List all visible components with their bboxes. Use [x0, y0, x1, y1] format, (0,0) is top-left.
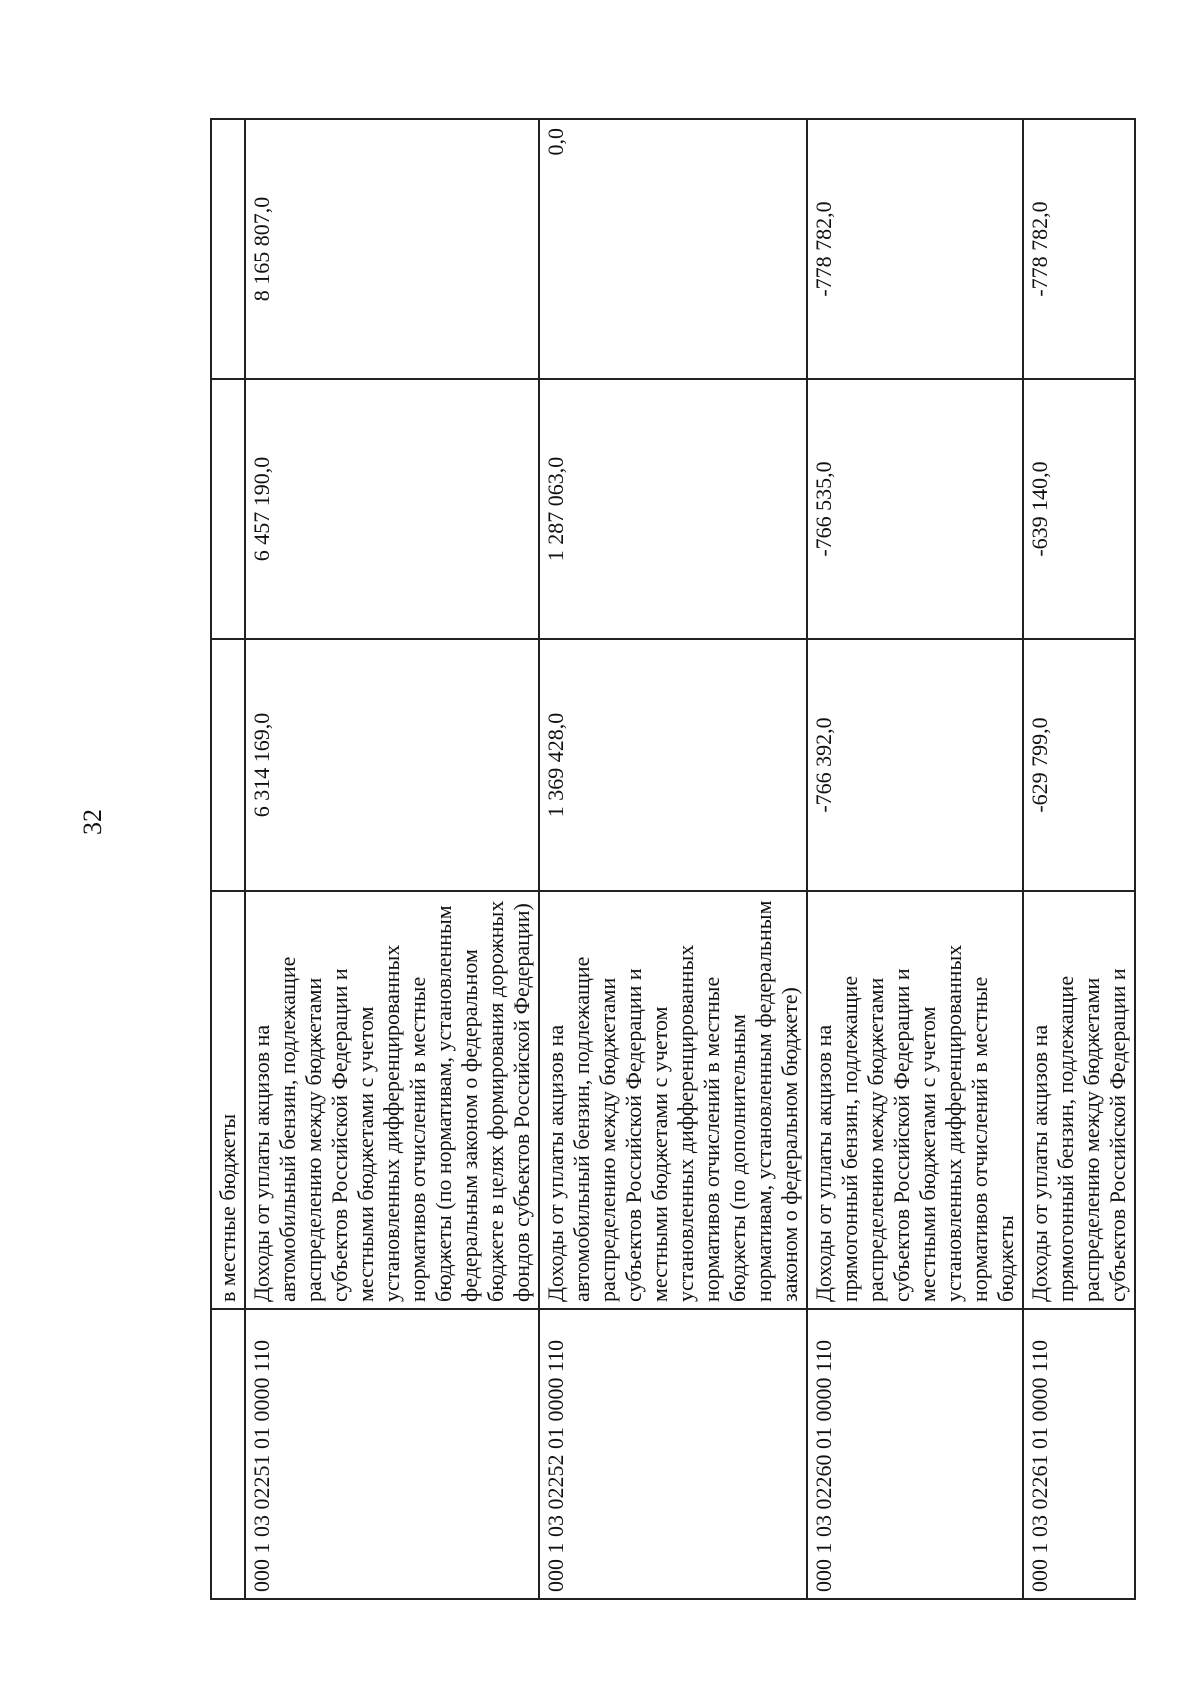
value-cell-1: -766 392,0 [807, 639, 1023, 891]
revenue-code-cell: 000 1 03 02260 01 0000 110 [807, 1309, 1023, 1599]
value-cell-1: -629 799,0 [1023, 639, 1135, 891]
table-row-continuation [211, 119, 245, 1599]
table-row [1023, 119, 1135, 1599]
revenue-name-cell: Доходы от уплаты акцизов на прямогонный бензин, подлежащие распределению между бюджетами субъектов Российской Федерации и местными бюджетами с учетом установленных дифференцированных нормативов отчислений в местные бюджеты [807, 891, 1023, 1309]
table-row [539, 119, 807, 1599]
revenue-name-cell: Доходы от уплаты акцизов на автомобильный бензин, подлежащие распределению между бюджетами субъектов Российской Федерации и местными бюджетами с учетом установленных дифференцированных нормативов отчислений в местные бюджеты (по нормативам, установленным федеральным законом о федеральном бюджете в целях формирования дорожных фондов субъектов Российской Федерации) [245, 891, 539, 1309]
revenue-code-cell: 000 1 03 02251 01 0000 110 [245, 1309, 539, 1599]
table-cell-empty [211, 379, 245, 639]
value-cell-1: 1 369 428,0 [539, 639, 807, 891]
value-cell-2: -639 140,0 [1023, 379, 1135, 639]
revenue-code-cell: 000 1 03 02252 01 0000 110 [539, 1309, 807, 1599]
budget-table-container [210, 120, 1130, 1600]
revenue-code-cell: 000 1 03 02261 01 0000 110 [1023, 1309, 1135, 1599]
table-cell-code-empty [211, 1309, 245, 1599]
table-row [807, 119, 1023, 1599]
budget-revenue-table [210, 118, 1136, 1600]
page-number: 32 [78, 809, 107, 835]
value-cell-3: -778 782,0 [807, 119, 1023, 379]
value-cell-2: 1 287 063,0 [539, 379, 807, 639]
value-cell-3: -778 782,0 [1023, 119, 1135, 379]
value-cell-1: 6 314 169,0 [245, 639, 539, 891]
value-cell-2: 6 457 190,0 [245, 379, 539, 639]
value-cell-3: 8 165 807,0 [245, 119, 539, 379]
table-cell-empty [211, 119, 245, 379]
revenue-name-cell: Доходы от уплаты акцизов на автомобильный бензин, подлежащие распределению между бюджетами субъектов Российской Федерации и местными бюджетами с учетом установленных дифференцированных нормативов отчислений в местные бюджеты (по дополнительным нормативам, установленным федеральным законом о федеральном бюджете) [539, 891, 807, 1309]
table-row [245, 119, 539, 1599]
table-cell-empty [211, 639, 245, 891]
value-cell-2: -766 535,0 [807, 379, 1023, 639]
continuation-text: в местные бюджеты [211, 891, 245, 1309]
revenue-name-cell: Доходы от уплаты акцизов на прямогонный бензин, подлежащие распределению между бюджетами субъектов Российской Федерации и [1023, 891, 1135, 1309]
value-cell-3: 0,0 [539, 119, 807, 379]
